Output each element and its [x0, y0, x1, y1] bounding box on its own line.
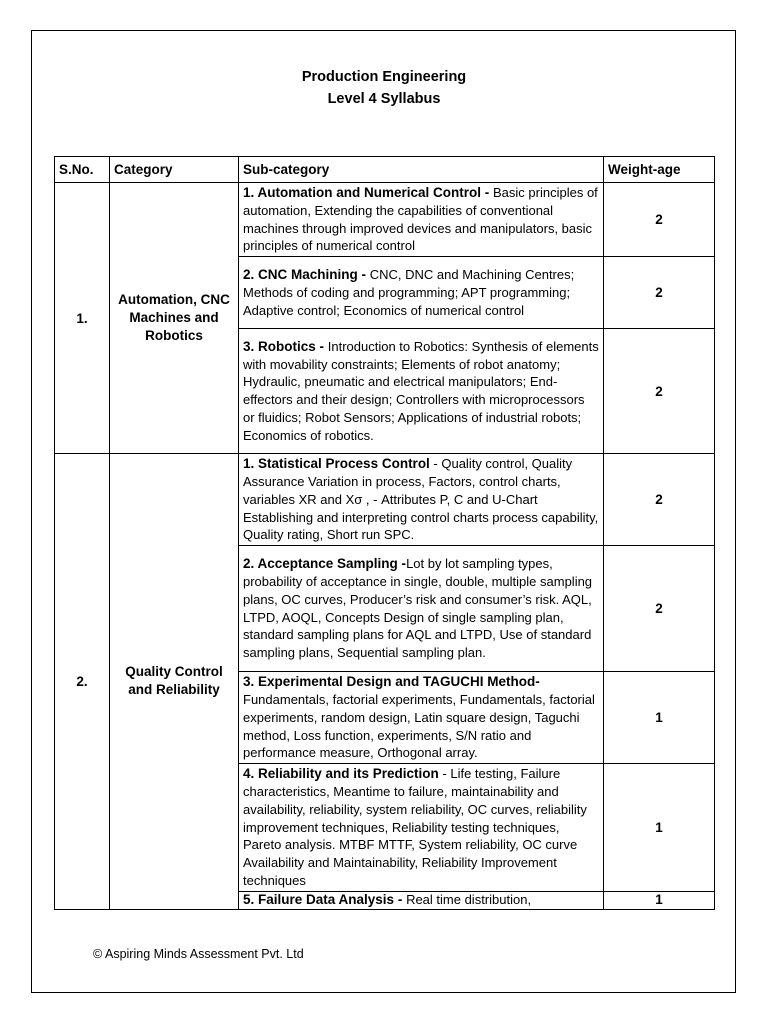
weight-cell: 2	[604, 454, 715, 546]
header-weightage: Weight-age	[604, 157, 715, 183]
table-row	[55, 454, 715, 546]
header-sno: S.No.	[55, 157, 110, 183]
subcategory-text: Real time distribution,	[406, 892, 532, 908]
subcategory-cell	[239, 546, 604, 672]
subcategory-cell	[239, 329, 604, 454]
table-header-row	[55, 157, 715, 183]
weight-cell: 1	[604, 764, 715, 892]
weight-cell: 2	[604, 329, 715, 454]
subcategory-heading: 3. Robotics -	[243, 338, 328, 354]
subcategory-text: CNC, DNC and Machining Centres; Methods of coding and programming; APT programming; Adaptive control; Economics of numerical control	[243, 266, 575, 318]
copyright-footer: © Aspiring Minds Assessment Pvt. Ltd	[93, 947, 304, 961]
subcategory-text: Introduction to Robotics: Synthesis of elements with movability constraints; Elements of robot anatomy; Hydraulic, pneumatic and electrical manipulators; End-effectors and their design; Controllers with microprocessors or fluidics; Robot Sensors; Applications of industrial robots; Economics of robotics.	[243, 338, 599, 443]
subcategory-heading: 2. CNC Machining -	[243, 266, 370, 282]
subcategory-text: Basic principles of automation, Extending the capabilities of conventional machines through improved devices and manipulators, basic principles of numerical control	[243, 185, 598, 254]
subcategory-heading: 1. Statistical Process Control	[243, 456, 430, 472]
subcategory-cell	[239, 891, 604, 909]
subcategory-text: Lot by lot sampling types, probability of acceptance in single, double, multiple sampling plans, OC curves, Producer’s risk and consumer’s risk. AQL, LTPD, AOQL, Concepts Design of single sampling plan, standard sampling plans for AQL and LTPD, Use of standard sampling plans, Sequential sampling plan.	[243, 556, 593, 661]
subcategory-text: Fundamentals, factorial experiments, Fundamentals, factorial experiments, random design, Latin square design, Taguchi method, Loss function, experiments, S/N ratio and performance measure, Orthogonal array.	[243, 691, 595, 761]
weight-cell: 2	[604, 546, 715, 672]
weight-cell: 1	[604, 672, 715, 764]
category-cell: Quality Control and Reliability	[110, 454, 239, 910]
subcategory-heading: 3. Experimental Design and TAGUCHI Method-	[243, 674, 540, 690]
sno-cell: 1.	[55, 183, 110, 454]
subcategory-heading: 2. Acceptance Sampling -	[243, 556, 407, 572]
syllabus-table	[54, 156, 715, 910]
title-line-1: Production Engineering	[301, 69, 467, 85]
subcategory-heading: 5. Failure Data Analysis -	[243, 892, 407, 908]
weight-cell: 2	[604, 257, 715, 329]
weight-cell: 1	[604, 891, 715, 909]
subcategory-text: - Life testing, Failure characteristics, Meantime to failure, maintainability and availability, reliability, system reliability, OC curves, reliability improvement techniques, Reliability testing techniques, Pareto analysis. MTBF MTTF, System reliability, OC curve Availability and Maintainability, Reliability Improvement techniques	[243, 766, 587, 888]
subcategory-text: - Quality control, Quality Assurance Variation in process, Factors, control charts, variables XR and Xσ , - Attributes P, C and U-Chart Establishing and interpreting control charts process capability, Quality rating, Short run SPC.	[243, 456, 599, 543]
subcategory-cell	[239, 183, 604, 257]
category-cell: Automation, CNC Machines and Robotics	[110, 183, 239, 454]
subcategory-cell	[239, 764, 604, 892]
header-category: Category	[110, 157, 239, 183]
subcategory-cell	[239, 257, 604, 329]
title-line-2: Level 4 Syllabus	[327, 91, 441, 107]
header-subcategory: Sub-category	[239, 157, 604, 183]
document-title	[0, 66, 768, 110]
table-row	[55, 183, 715, 257]
subcategory-heading: 4. Reliability and its Prediction	[243, 766, 439, 782]
subcategory-cell	[239, 672, 604, 764]
subcategory-cell	[239, 454, 604, 546]
weight-cell: 2	[604, 183, 715, 257]
sno-cell: 2.	[55, 454, 110, 910]
subcategory-heading: 1. Automation and Numerical Control -	[243, 185, 494, 200]
